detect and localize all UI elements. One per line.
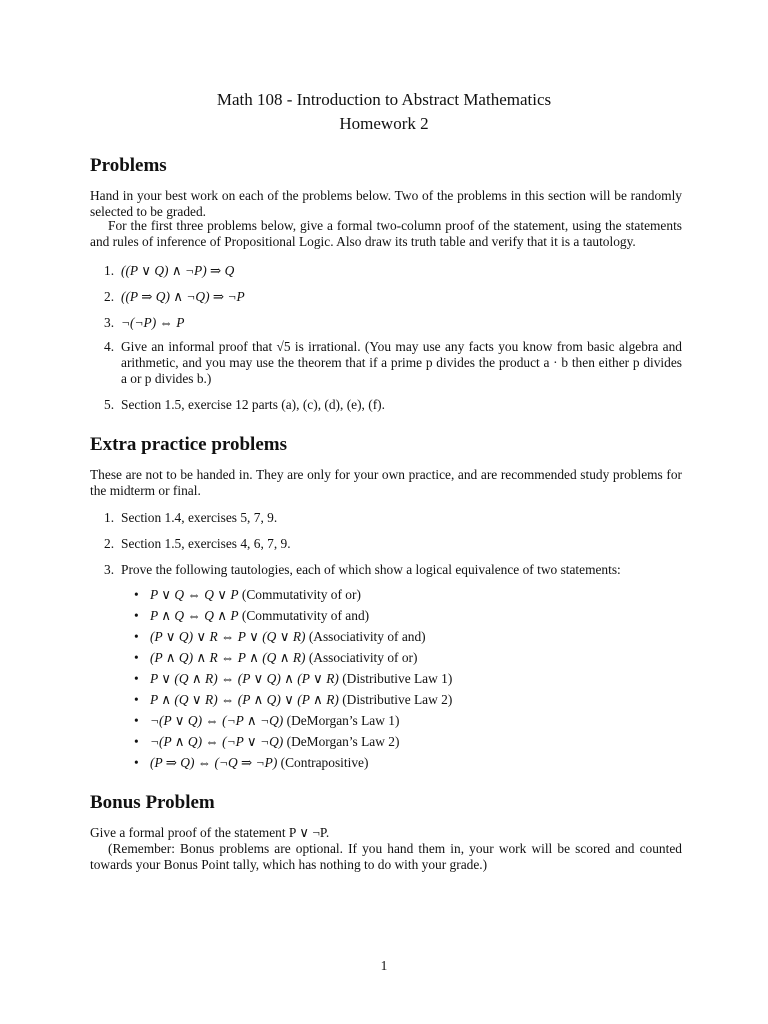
- tautology-bullet: [134, 650, 417, 666]
- extra-heading: Extra practice problems: [90, 434, 287, 455]
- extra-item: [104, 536, 682, 552]
- bullet-icon: •: [134, 713, 139, 728]
- bullet-icon: •: [134, 734, 139, 749]
- extra-number: 3.: [104, 562, 115, 577]
- tautology-formula: P ∨ Q ⇔ Q ∨ P: [150, 587, 239, 602]
- problems-intro-1: Hand in your best work on each of the problems below. Two of the problems in this section will be randomly selected to be graded.: [90, 188, 682, 219]
- problem-text: ((P ⇒ Q) ∧ ¬Q) ⇒ ¬P: [121, 289, 245, 304]
- tautology-note: (Distributive Law 2): [342, 692, 453, 707]
- tautology-note: (Distributive Law 1): [342, 671, 453, 686]
- tautology-formula: ¬(P ∨ Q) ⇔ (¬P ∧ ¬Q): [150, 713, 284, 728]
- problem-item: [104, 339, 682, 387]
- extra-number: 2.: [104, 536, 115, 551]
- problem-text: ¬(¬P) ⇔ P: [121, 315, 185, 330]
- document-title: Math 108 - Introduction to Abstract Mathematics: [216, 90, 552, 109]
- tautology-note: (DeMorgan’s Law 2): [286, 734, 400, 749]
- extra-item: [104, 510, 682, 526]
- bullet-icon: •: [134, 650, 139, 665]
- bonus-heading: Bonus Problem: [90, 792, 215, 813]
- problem-item: [104, 315, 682, 331]
- extra-item: [104, 562, 682, 578]
- bullet-icon: •: [134, 692, 139, 707]
- tautology-formula: P ∧ (Q ∨ R) ⇔ (P ∧ Q) ∨ (P ∧ R): [150, 692, 339, 707]
- extra-number: 1.: [104, 510, 115, 525]
- problems-heading: Problems: [90, 155, 167, 176]
- problem-number: 3.: [104, 315, 115, 330]
- tautology-note: (Contrapositive): [280, 755, 369, 770]
- bullet-icon: •: [134, 755, 139, 770]
- extra-text: Section 1.5, exercises 4, 6, 7, 9.: [121, 536, 291, 551]
- tautology-bullet: [134, 713, 399, 729]
- tautology-note: (Associativity of or): [308, 650, 418, 665]
- bullet-icon: •: [134, 671, 139, 686]
- tautology-formula: (P ∨ Q) ∨ R ⇔ P ∨ (Q ∨ R): [150, 629, 306, 644]
- page-number: 1: [380, 958, 388, 973]
- tautology-bullet: [134, 692, 452, 708]
- tautology-bullet: [134, 671, 452, 687]
- extra-intro: These are not to be handed in. They are only for your own practice, and are recommended study problems for the midterm or final.: [90, 467, 682, 498]
- bonus-statement: Give a formal proof of the statement P ∨ ¬P.: [90, 825, 330, 840]
- tautology-note: (DeMorgan’s Law 1): [286, 713, 400, 728]
- problem-text: Section 1.5, exercise 12 parts (a), (c), (d), (e), (f).: [121, 397, 385, 412]
- problem-number: 4.: [104, 339, 115, 354]
- tautology-formula: ¬(P ∧ Q) ⇔ (¬P ∨ ¬Q): [150, 734, 284, 749]
- problems-intro-2: For the first three problems below, give a formal two-column proof of the statement, using the statements and rules of inference of Propositional Logic. Also draw its truth table and verify that it is a tautology.: [90, 218, 682, 249]
- tautology-bullet: [134, 608, 369, 624]
- document-subtitle: Homework 2: [339, 114, 429, 133]
- tautology-formula: P ∧ Q ⇔ Q ∧ P: [150, 608, 239, 623]
- extra-text: Section 1.4, exercises 5, 7, 9.: [121, 510, 278, 525]
- problem-item: [104, 397, 682, 413]
- tautology-bullet: [134, 587, 361, 603]
- bullet-icon: •: [134, 608, 139, 623]
- bonus-note: (Remember: Bonus problems are optional. If you hand them in, your work will be scored and counted towards your Bonus Point tally, which has nothing to do with your grade.): [90, 841, 682, 872]
- bullet-icon: •: [134, 587, 139, 602]
- problem-number: 2.: [104, 289, 115, 304]
- tautology-bullet: [134, 755, 368, 771]
- problem-number: 1.: [104, 263, 115, 278]
- tautology-bullet: [134, 629, 426, 645]
- problem-item: [104, 263, 682, 279]
- tautology-formula: (P ⇒ Q) ⇔ (¬Q ⇒ ¬P): [150, 755, 278, 770]
- tautology-note: (Commutativity of and): [241, 608, 370, 623]
- tautology-formula: (P ∧ Q) ∧ R ⇔ P ∧ (Q ∧ R): [150, 650, 306, 665]
- tautology-note: (Commutativity of or): [241, 587, 361, 602]
- extra-text: Prove the following tautologies, each of which show a logical equivalence of two statements:: [121, 562, 621, 577]
- problem-item: [104, 289, 682, 305]
- tautology-bullet: [134, 734, 399, 750]
- problem-text: ((P ∨ Q) ∧ ¬P) ⇒ Q: [121, 263, 235, 278]
- bullet-icon: •: [134, 629, 139, 644]
- problem-number: 5.: [104, 397, 115, 412]
- tautology-note: (Associativity of and): [308, 629, 426, 644]
- tautology-formula: P ∨ (Q ∧ R) ⇔ (P ∨ Q) ∧ (P ∨ R): [150, 671, 339, 686]
- problem-text: Give an informal proof that √5 is irrational. (You may use any facts you know from basic algebra and arithmetic, and you may use the theorem that if a prime p divides the product a · b then either p divides a or p divides b.): [121, 339, 682, 386]
